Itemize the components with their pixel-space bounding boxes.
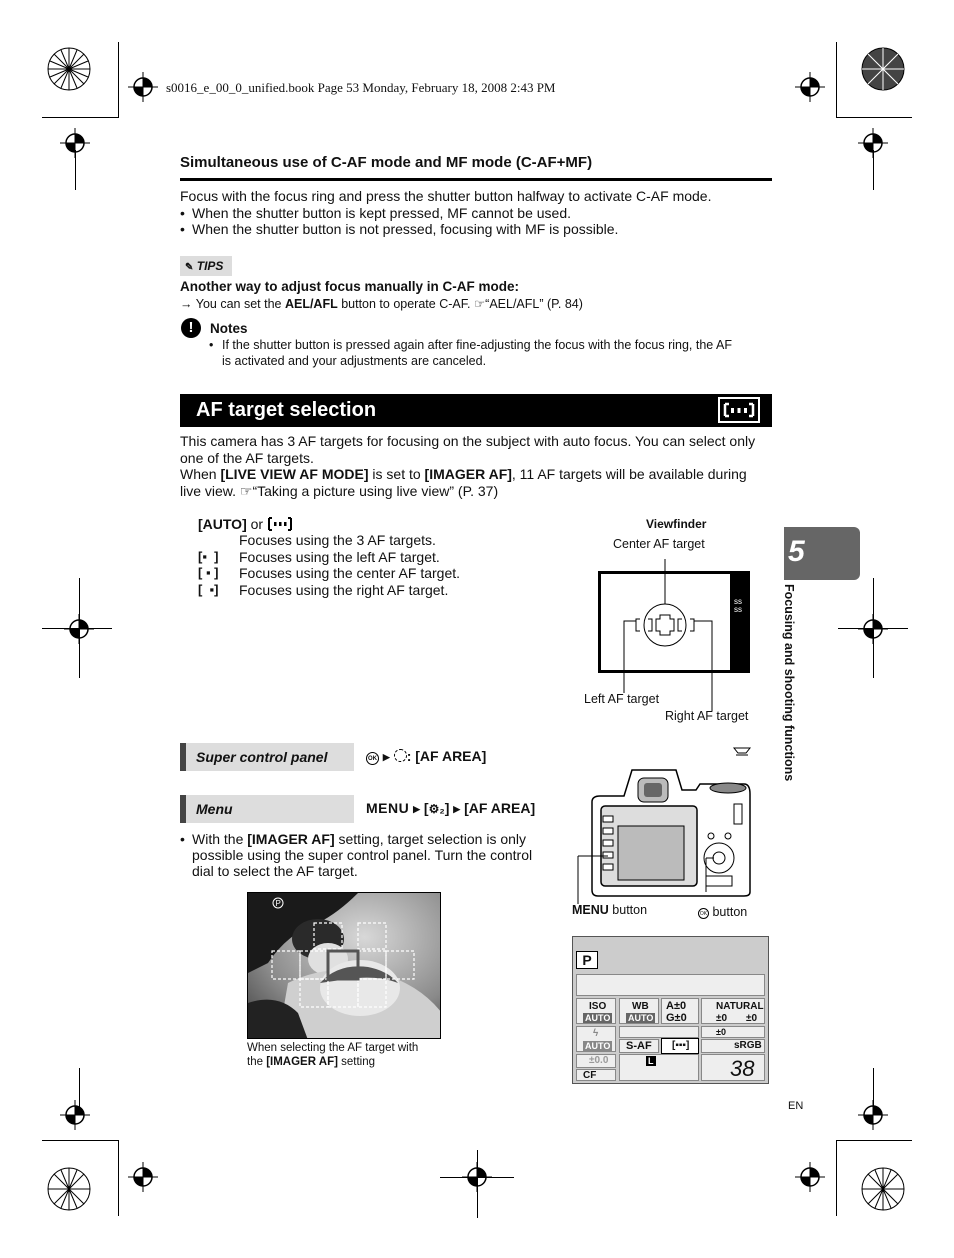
- reference-icon: ☞: [473, 297, 486, 311]
- pencil-icon: ✎: [185, 262, 194, 273]
- crop-line: [836, 42, 837, 118]
- af-target-icon: [▪▪▪]: [672, 1040, 690, 1051]
- sharpness-cell: ±0: [701, 1026, 765, 1038]
- crop-line: [42, 628, 112, 629]
- tips-heading: Another way to adjust focus manually in C-AF mode:: [180, 279, 520, 294]
- ok-button-label: OK button: [699, 905, 748, 919]
- bullet-dot: •: [180, 831, 185, 847]
- super-control-panel: [572, 936, 769, 1084]
- exclamation-icon: !: [181, 318, 201, 338]
- bullet-dot: •: [180, 221, 185, 237]
- option-text: Focuses using the center AF target.: [239, 565, 461, 581]
- print-header: s0016_e_00_0_unified.book Page 53 Monday, February 18, 2008 2:43 PM: [166, 80, 556, 95]
- left-target-label: Left AF target: [584, 692, 660, 706]
- flash-icon: ϟ: [593, 1028, 599, 1039]
- right-target-icon: [ ▪]: [198, 582, 219, 597]
- flash-cell: ϟ AUTO: [576, 1026, 616, 1052]
- triangle-right-icon: ▶: [413, 804, 421, 814]
- banner-title: AF target selection: [196, 399, 377, 421]
- crop-line: [118, 42, 119, 118]
- crop-line: [477, 1150, 478, 1218]
- section-banner: [180, 394, 772, 427]
- viewfinder-digits: ss ss: [734, 597, 742, 614]
- list-item: When the shutter button is kept pressed, MF cannot be used.: [192, 205, 571, 221]
- quality-cell: L: [619, 1054, 699, 1081]
- crosshair-mark: [128, 1162, 158, 1192]
- imager-note-cont: dial to select the AF target.: [192, 863, 358, 879]
- custom-menu-icon: ⚙₂: [428, 802, 445, 816]
- crop-line: [836, 1140, 837, 1216]
- svg-text:P: P: [275, 899, 281, 908]
- tips-text: → You can set the AEL/AFL button to operate C-AF. ☞“AEL/AFL” (P. 84): [180, 297, 583, 311]
- scp-path: OK ▶ : [AF AREA]: [368, 748, 487, 764]
- shots-remaining: 38: [730, 1056, 755, 1081]
- notes-text: If the shutter button is pressed again after fine-adjusting the focus with the focus ring, the AF: [222, 338, 733, 352]
- af-para2-cont: live view. ☞“Taking a picture using live view” (P. 37): [180, 483, 499, 499]
- section-rule: [180, 178, 772, 181]
- drive-cell: [619, 1026, 699, 1038]
- registration-mark: [858, 44, 908, 94]
- crop-line: [118, 1140, 119, 1216]
- crop-line: [836, 1140, 912, 1141]
- tips-badge: [180, 256, 232, 276]
- crosshair-mark: [795, 72, 825, 102]
- crop-line: [75, 150, 76, 190]
- crop-line: [42, 117, 118, 118]
- triangle-right-icon: ▶: [453, 804, 461, 814]
- menu-path: MENU ▶ [⚙₂] ▶ [AF AREA]: [366, 800, 536, 816]
- list-item: When the shutter button is not pressed, focusing with MF is possible.: [192, 221, 619, 237]
- wb-cell: WB AUTO: [619, 998, 659, 1024]
- center-target-icon: [ ▪ ]: [198, 565, 219, 580]
- crosshair-mark: [60, 1100, 90, 1130]
- tips-label: TIPS: [196, 259, 224, 273]
- ok-icon: OK: [698, 908, 709, 919]
- photo-caption-cont: the [IMAGER AF] setting: [247, 1056, 376, 1068]
- chapter-tab: 5: [784, 527, 860, 580]
- option-text: Focuses using the left AF target.: [239, 549, 440, 565]
- notes-label: Notes: [210, 321, 248, 336]
- left-target-icon: [▪ ]: [198, 549, 219, 564]
- center-target-label: Center AF target: [613, 537, 705, 551]
- af-target-icon: [718, 397, 760, 423]
- cf-cell: CF: [576, 1069, 616, 1081]
- registration-mark: [44, 44, 94, 94]
- option-text: Focuses using the 3 AF targets.: [239, 532, 436, 548]
- ael-afl-button-label: AEL/AFL: [284, 297, 338, 311]
- crop-line: [838, 628, 908, 629]
- notes-text-cont: is activated and your adjustments are canceled.: [222, 354, 487, 368]
- camera-back-illustration: [576, 744, 766, 904]
- section-intro: Focus with the focus ring and press the shutter button halfway to activate C-AF mode.: [180, 188, 712, 204]
- chapter-title: Focusing and shooting functions: [782, 584, 796, 782]
- live-view-photo: [247, 892, 441, 1039]
- registration-mark: [858, 1164, 908, 1214]
- crop-line: [873, 150, 874, 190]
- photo-caption: When selecting the AF target with: [247, 1042, 419, 1054]
- crosshair-mark: [128, 72, 158, 102]
- section-heading: Simultaneous use of C-AF mode and MF mode (C-AF+MF): [180, 154, 593, 171]
- crop-line: [79, 1068, 80, 1108]
- crop-line: [42, 1140, 118, 1141]
- af-para1-cont: one of the AF targets.: [180, 450, 314, 466]
- info-strip: [576, 974, 765, 996]
- af-area-cell: [661, 1038, 699, 1054]
- shots-cell: [701, 1054, 765, 1081]
- triangle-right-icon: ▶: [382, 752, 390, 762]
- menu-word: MENU: [366, 800, 410, 816]
- reference-icon: ☞: [239, 483, 253, 499]
- right-target-label: Right AF target: [665, 709, 749, 723]
- contrast-value: ±0: [746, 1013, 758, 1024]
- auto-option: [AUTO] or: [198, 516, 293, 534]
- wb-comp-cell: A±0 G±0: [661, 998, 699, 1024]
- saf-cell: S-AF: [619, 1039, 659, 1053]
- menu-button-label: MENU button: [572, 903, 648, 917]
- menu-label: Menu: [180, 795, 354, 823]
- ok-icon: OK: [366, 752, 379, 765]
- imager-note-cont: possible using the super control panel. Turn the control: [192, 847, 533, 863]
- scp-label: Super control panel: [180, 743, 354, 771]
- picture-mode-cell: NATURAL ±0 ±0: [701, 998, 765, 1024]
- colorspace-cell: sRGB: [701, 1039, 765, 1053]
- arrow-icon: →: [180, 297, 193, 311]
- crop-line: [440, 1177, 514, 1178]
- mode-indicator: P: [576, 951, 598, 969]
- saturation-value: ±0: [716, 1013, 728, 1024]
- crop-line: [836, 117, 912, 118]
- iso-cell: ISO AUTO: [576, 998, 616, 1024]
- imager-note: With the [IMAGER AF] setting, target selection is only: [192, 831, 527, 847]
- viewfinder-info-bar: [730, 571, 750, 673]
- flash-comp-cell: ±0.0: [576, 1054, 616, 1068]
- bullet-dot: •: [209, 338, 214, 352]
- crosshair-mark: [795, 1162, 825, 1192]
- option-text: Focuses using the right AF target.: [239, 582, 449, 598]
- af-para2: When [LIVE VIEW AF MODE] is set to [IMAGER AF], 11 AF targets will be available during: [180, 466, 747, 482]
- arrow-pad-icon: [394, 749, 407, 762]
- registration-mark: [44, 1164, 94, 1214]
- crop-line: [873, 1068, 874, 1108]
- af-para1: This camera has 3 AF targets for focusing on the subject with auto focus. You can select only: [180, 433, 756, 449]
- tips-reference: “AEL/AFL” (P. 84): [485, 297, 583, 311]
- viewfinder-title: Viewfinder: [646, 517, 707, 531]
- language-tag: EN: [788, 1100, 804, 1112]
- bullet-dot: •: [180, 205, 185, 221]
